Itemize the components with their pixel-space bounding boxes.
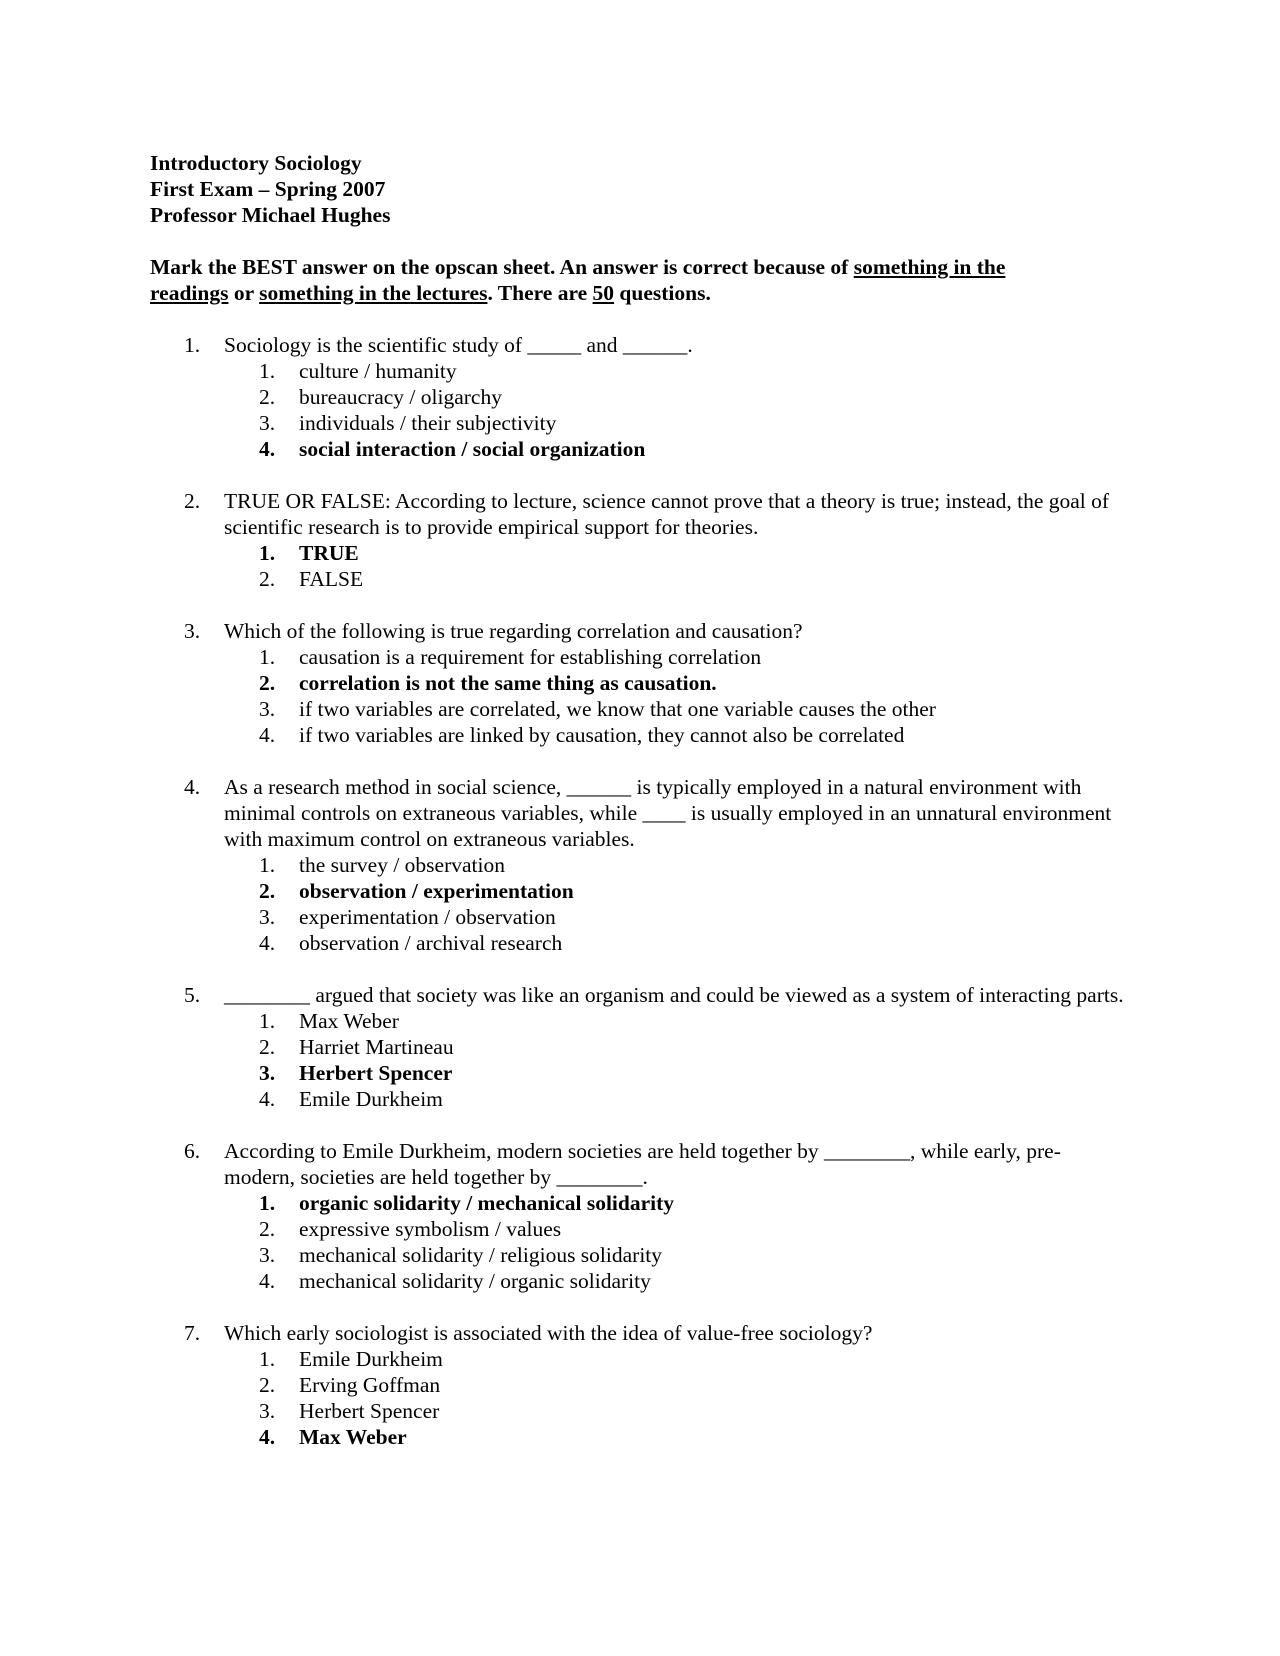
option-number: 1. <box>259 1009 276 1033</box>
answer-option-correct <box>259 670 1124 696</box>
question-number: 2. <box>184 489 201 513</box>
question <box>184 774 1124 956</box>
question-list <box>150 332 1130 1450</box>
answer-option <box>259 696 1124 722</box>
option-text: Emile Durkheim <box>299 1087 443 1111</box>
option-number: 1. <box>259 359 276 383</box>
answer-option <box>259 358 1124 384</box>
option-number: 3. <box>259 697 276 721</box>
answer-option <box>259 1398 1124 1424</box>
answer-option <box>259 1034 1124 1060</box>
option-number: 3. <box>259 1061 276 1085</box>
question-text: Which of the following is true regarding correlation and causation? <box>224 619 803 643</box>
option-number: 3. <box>259 411 276 435</box>
instructions-text: . There are <box>487 281 593 305</box>
instructions-readings: something in the readings <box>150 255 1006 305</box>
question <box>184 332 1124 462</box>
option-number: 4. <box>259 1087 276 1111</box>
answer-options <box>224 540 1124 592</box>
option-number: 1. <box>259 853 276 877</box>
instructions <box>150 254 1080 306</box>
option-text: Max Weber <box>299 1009 399 1033</box>
option-text: observation / archival research <box>299 931 563 955</box>
question-number: 6. <box>184 1139 201 1163</box>
option-number: 2. <box>259 1217 276 1241</box>
option-text: the survey / observation <box>299 853 505 877</box>
answer-options <box>224 1346 1124 1450</box>
option-text: Erving Goffman <box>299 1373 441 1397</box>
option-text: individuals / their subjectivity <box>299 411 557 435</box>
option-text: causation is a requirement for establishing correlation <box>299 645 762 669</box>
option-number: 1. <box>259 1347 276 1371</box>
option-text: Herbert Spencer <box>299 1399 440 1423</box>
option-text: Emile Durkheim <box>299 1347 443 1371</box>
option-number: 4. <box>259 723 276 747</box>
answer-option <box>259 566 1124 592</box>
answer-options <box>224 644 1124 748</box>
question-count: 50 <box>592 281 615 305</box>
option-number: 3. <box>259 905 276 929</box>
option-number: 3. <box>259 1399 276 1423</box>
option-number: 4. <box>259 1425 276 1449</box>
question-text: ________ argued that society was like an organism and could be viewed as a system of interacting parts. <box>224 983 1124 1007</box>
answer-option-correct <box>259 878 1124 904</box>
answer-options <box>224 852 1124 956</box>
option-text: bureaucracy / oligarchy <box>299 385 502 409</box>
option-number: 2. <box>259 1035 276 1059</box>
answer-options <box>224 1008 1124 1112</box>
option-number: 2. <box>259 385 276 409</box>
option-text: culture / humanity <box>299 359 457 383</box>
answer-option-correct <box>259 1424 1124 1450</box>
option-text: expressive symbolism / values <box>299 1217 562 1241</box>
answer-option <box>259 930 1124 956</box>
answer-options <box>224 358 1124 462</box>
question <box>184 618 1124 748</box>
option-number: 1. <box>259 1191 276 1215</box>
answer-option <box>259 722 1124 748</box>
answer-option <box>259 1268 1124 1294</box>
option-text: correlation is not the same thing as causation. <box>299 671 717 695</box>
answer-option <box>259 852 1124 878</box>
answer-options <box>224 1190 1124 1294</box>
exam-page <box>150 150 1130 1476</box>
answer-option <box>259 1216 1124 1242</box>
course-title: Introductory Sociology <box>150 151 362 175</box>
instructions-text: Mark the BEST answer on the opscan sheet. An answer is correct because of <box>150 255 854 279</box>
option-text: TRUE <box>299 541 359 565</box>
answer-option-correct <box>259 1190 1124 1216</box>
option-number: 4. <box>259 931 276 955</box>
answer-option <box>259 1008 1124 1034</box>
instructions-text: questions. <box>614 281 711 305</box>
option-text: mechanical solidarity / organic solidarity <box>299 1269 651 1293</box>
exam-title: First Exam – Spring 2007 <box>150 177 386 201</box>
answer-option-correct <box>259 1060 1124 1086</box>
question <box>184 1320 1124 1450</box>
option-text: Harriet Martineau <box>299 1035 454 1059</box>
option-text: Max Weber <box>299 1425 407 1449</box>
answer-option <box>259 1242 1124 1268</box>
instructions-lectures: something in the lectures <box>259 281 488 305</box>
question <box>184 982 1124 1112</box>
question-text: TRUE OR FALSE: According to lecture, science cannot prove that a theory is true; instead, the goal of scientific research is to provide empirical support for theories. <box>224 489 1110 539</box>
option-number: 2. <box>259 1373 276 1397</box>
question-number: 1. <box>184 333 201 357</box>
answer-option <box>259 1346 1124 1372</box>
option-text: if two variables are correlated, we know that one variable causes the other <box>299 697 936 721</box>
option-number: 3. <box>259 1243 276 1267</box>
option-number: 1. <box>259 541 276 565</box>
question-text: According to Emile Durkheim, modern societies are held together by ________, while early, pre-modern, societies are held together by ________. <box>224 1139 1061 1189</box>
question-number: 3. <box>184 619 201 643</box>
answer-option <box>259 904 1124 930</box>
option-text: experimentation / observation <box>299 905 556 929</box>
option-number: 4. <box>259 437 276 461</box>
answer-option <box>259 384 1124 410</box>
answer-option-correct <box>259 436 1124 462</box>
option-text: organic solidarity / mechanical solidarity <box>299 1191 675 1215</box>
option-text: mechanical solidarity / religious solidarity <box>299 1243 663 1267</box>
question-number: 5. <box>184 983 201 1007</box>
answer-option <box>259 410 1124 436</box>
question <box>184 1138 1124 1294</box>
question-number: 7. <box>184 1321 201 1345</box>
option-text: FALSE <box>299 567 364 591</box>
question <box>184 488 1124 592</box>
option-number: 1. <box>259 645 276 669</box>
option-text: if two variables are linked by causation, they cannot also be correlated <box>299 723 905 747</box>
answer-option-correct <box>259 540 1124 566</box>
option-number: 2. <box>259 567 276 591</box>
question-text: Sociology is the scientific study of _____ and ______. <box>224 333 693 357</box>
option-text: Herbert Spencer <box>299 1061 453 1085</box>
question-number: 4. <box>184 775 201 799</box>
answer-option <box>259 644 1124 670</box>
instructions-text: or <box>228 281 260 305</box>
option-number: 2. <box>259 879 276 903</box>
option-number: 2. <box>259 671 276 695</box>
option-text: social interaction / social organization <box>299 437 646 461</box>
question-text: As a research method in social science, ______ is typically employed in a natural environment with minimal controls on extraneous variables, while ____ is usually employed in an unnatural environment with maximum control on extraneous variables. <box>224 775 1112 851</box>
answer-option <box>259 1086 1124 1112</box>
option-text: observation / experimentation <box>299 879 574 903</box>
answer-option <box>259 1372 1124 1398</box>
option-number: 4. <box>259 1269 276 1293</box>
question-text: Which early sociologist is associated with the idea of value-free sociology? <box>224 1321 873 1345</box>
professor-name: Professor Michael Hughes <box>150 203 391 227</box>
